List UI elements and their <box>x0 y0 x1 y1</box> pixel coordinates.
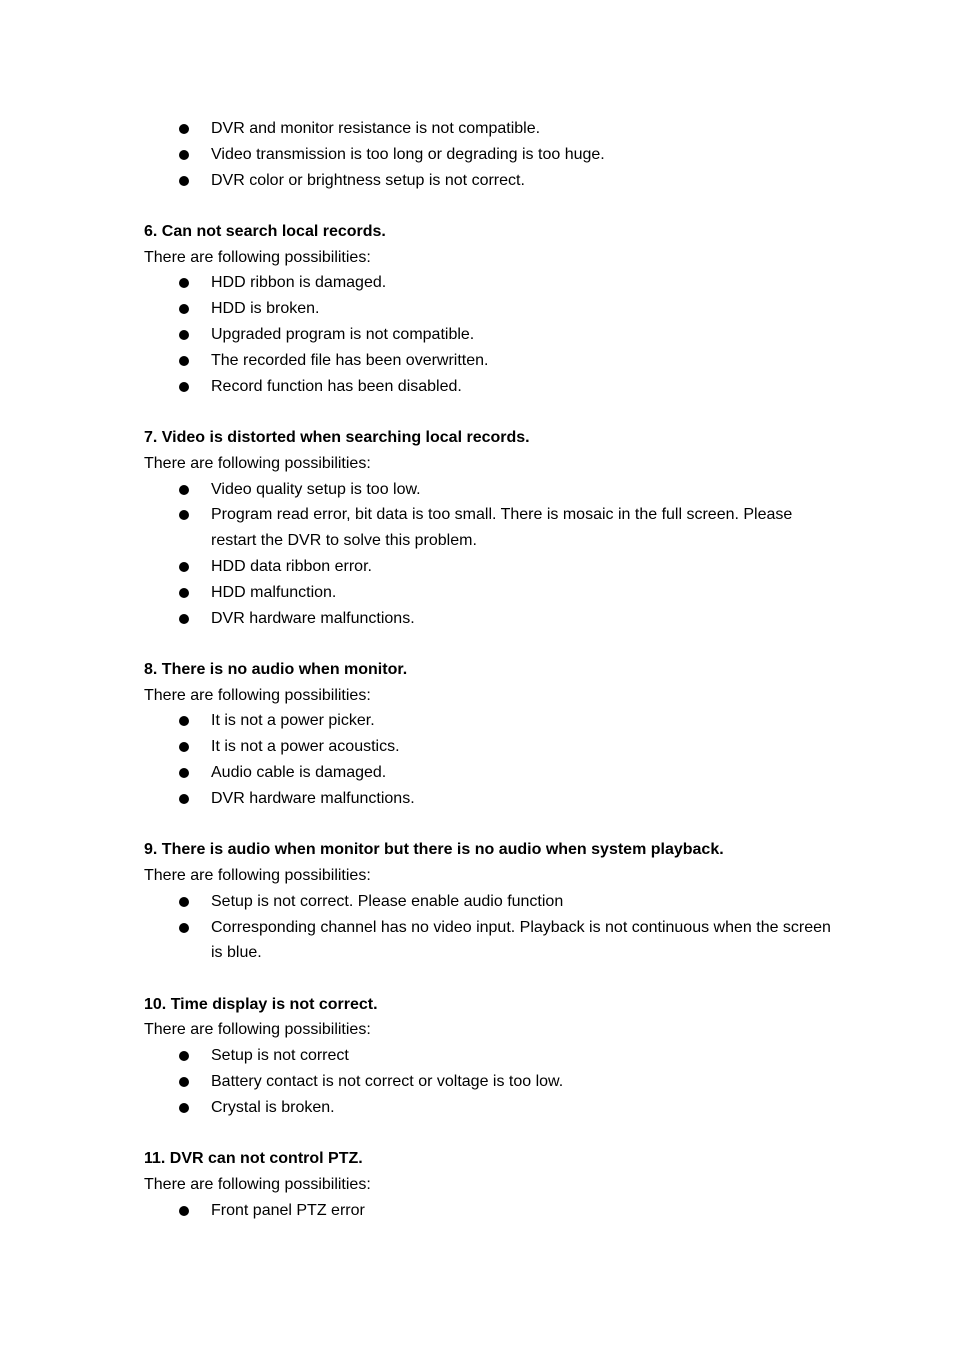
bullet-icon <box>179 278 189 288</box>
list-item-text: HDD ribbon is damaged. <box>211 274 387 292</box>
bullet-icon <box>179 923 189 933</box>
list-item-text: Audio cable is damaged. <box>211 764 387 782</box>
list-item-text: Setup is not correct. Please enable audio function <box>211 892 564 910</box>
list-item <box>144 606 834 632</box>
list-item-text: Record function has been disabled. <box>211 377 462 395</box>
bullet-list <box>144 889 834 966</box>
list-item <box>144 477 834 503</box>
list-item <box>144 786 834 812</box>
list-item <box>144 1043 834 1069</box>
section-intro: There are following possibilities: <box>144 1021 371 1039</box>
section-heading: 11. DVR can not control PTZ. <box>144 1150 363 1168</box>
list-item-text: HDD malfunction. <box>211 583 337 601</box>
list-item-text: Upgraded program is not compatible. <box>211 326 475 344</box>
section-7 <box>144 425 834 631</box>
bullet-icon <box>179 1103 189 1113</box>
bullet-icon <box>179 382 189 392</box>
list-item-text: Battery contact is not correct or voltage is too low. <box>211 1073 564 1090</box>
bullet-list <box>144 708 834 811</box>
bullet-icon <box>179 768 189 778</box>
list-item-text: The recorded file has been overwritten. <box>211 351 489 369</box>
section-10 <box>144 992 834 1121</box>
list-item-text: Crystal is broken. <box>211 1098 335 1116</box>
list-item <box>144 502 834 554</box>
bullet-icon <box>179 614 189 624</box>
section-heading: 7. Video is distorted when searching local records. <box>144 428 530 446</box>
bullet-icon <box>179 1051 189 1061</box>
list-item-text: Video quality setup is too low. <box>211 480 421 498</box>
list-item <box>144 708 834 734</box>
list-item-text: DVR and monitor resistance is not compatible. <box>211 120 541 137</box>
list-item <box>144 889 834 915</box>
list-item <box>144 270 834 296</box>
list-item <box>144 348 834 374</box>
list-item <box>144 580 834 606</box>
bullet-icon <box>179 176 189 186</box>
section-intro: There are following possibilities: <box>144 454 371 472</box>
list-item <box>144 915 834 967</box>
list-item <box>144 374 834 400</box>
list-item <box>144 322 834 348</box>
bullet-icon <box>179 1077 189 1087</box>
bullet-icon <box>179 897 189 907</box>
bullet-icon <box>179 1206 189 1216</box>
list-item-text: DVR hardware malfunctions. <box>211 789 415 807</box>
bullet-icon <box>179 794 189 804</box>
bullet-icon <box>179 588 189 598</box>
bullet-icon <box>179 562 189 572</box>
list-item-text: It is not a power picker. <box>211 712 375 730</box>
list-item-text: DVR color or brightness setup is not correct. <box>211 171 525 189</box>
list-item-text: DVR hardware malfunctions. <box>211 609 415 627</box>
section-intro: There are following possibilities: <box>144 248 371 266</box>
bullet-list <box>144 1043 834 1120</box>
top-bullet-list <box>144 116 834 193</box>
bullet-icon <box>179 304 189 314</box>
bullet-icon <box>179 356 189 366</box>
bullet-list <box>144 1198 834 1224</box>
bullet-icon <box>179 150 189 160</box>
list-item <box>144 760 834 786</box>
section-heading: 6. Can not search local records. <box>144 222 386 240</box>
list-item-text: HDD is broken. <box>211 300 320 318</box>
bullet-icon <box>179 485 189 495</box>
list-item <box>144 296 834 322</box>
list-item-text: Corresponding channel has no video input. Playback is not continuous when the screen is blue. <box>211 918 831 962</box>
section-intro: There are following possibilities: <box>144 1175 371 1193</box>
section-intro: There are following possibilities: <box>144 686 371 704</box>
list-item-text: Program read error, bit data is too small. There is mosaic in the full screen. Please restart the DVR to solve this problem. <box>211 506 793 550</box>
document-page <box>144 116 834 1223</box>
section-9 <box>144 837 834 966</box>
list-item <box>144 116 834 142</box>
bullet-icon <box>179 330 189 340</box>
list-item-text: HDD data ribbon error. <box>211 557 372 575</box>
bullet-list <box>144 477 834 632</box>
section-heading: 8. There is no audio when monitor. <box>144 660 408 678</box>
list-item <box>144 142 834 168</box>
bullet-list <box>144 270 834 399</box>
bullet-icon <box>179 716 189 726</box>
list-item <box>144 554 834 580</box>
list-item <box>144 1198 834 1224</box>
list-item <box>144 1069 834 1095</box>
section-11 <box>144 1146 834 1223</box>
bullet-icon <box>179 742 189 752</box>
list-item-text: Video transmission is too long or degrading is too huge. <box>211 145 605 163</box>
list-item <box>144 734 834 760</box>
section-heading: 10. Time display is not correct. <box>144 995 378 1013</box>
list-item <box>144 168 834 194</box>
section-8 <box>144 657 834 812</box>
bullet-icon <box>179 124 189 134</box>
section-intro: There are following possibilities: <box>144 866 371 884</box>
list-item-text: Front panel PTZ error <box>211 1201 365 1219</box>
section-6 <box>144 219 834 400</box>
bullet-icon <box>179 510 189 520</box>
section-heading: 9. There is audio when monitor but there is no audio when system playback. <box>144 841 724 859</box>
list-item <box>144 1095 834 1121</box>
list-item-text: Setup is not correct <box>211 1047 349 1065</box>
list-item-text: It is not a power acoustics. <box>211 738 400 756</box>
